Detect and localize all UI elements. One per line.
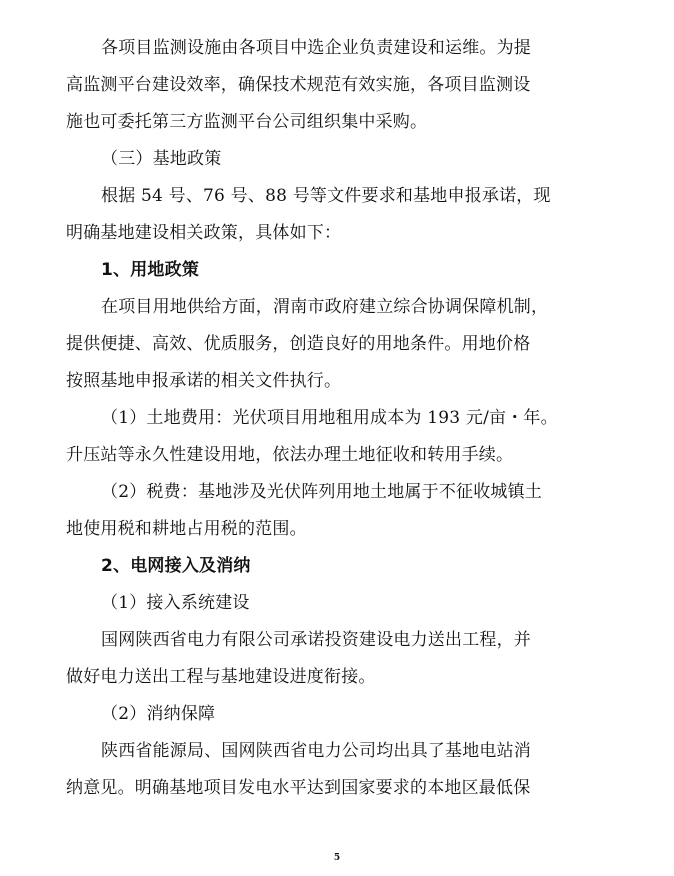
item-heading: （2）消纳保障 — [101, 704, 216, 724]
paragraph-line: 地使用税和耕地占用税的范围。 — [66, 519, 307, 539]
paragraph-line: （2）税费：基地涉及光伏阵列用地土地属于不征收城镇土 — [101, 482, 543, 502]
paragraph-line: 陕西省能源局、国网陕西省电力公司均出具了基地电站消 — [101, 741, 531, 761]
paragraph-line: 根据 54 号、76 号、88 号等文件要求和基地申报承诺，现 — [101, 186, 551, 206]
paragraph-line: 按照基地申报承诺的相关文件执行。 — [66, 371, 342, 391]
subsection-heading: 1、用地政策 — [101, 260, 200, 280]
paragraph-line: 各项目监测设施由各项目中选企业负责建设和运维。为提 — [101, 38, 531, 58]
page-number: 5 — [333, 853, 341, 863]
section-heading: （三）基地政策 — [101, 149, 222, 169]
paragraph-line: 国网陕西省电力有限公司承诺投资建设电力送出工程，并 — [101, 630, 531, 650]
item-heading: （1）接入系统建设 — [101, 593, 250, 613]
paragraph-line: 施也可委托第三方监测平台公司组织集中采购。 — [66, 112, 428, 132]
paragraph-line: 高监测平台建设效率，确保技术规范有效实施，各项目监测设 — [66, 75, 531, 95]
subsection-heading: 2、电网接入及消纳 — [101, 556, 251, 576]
paragraph-line: （1）土地费用：光伏项目用地租用成本为 193 元/亩・年。 — [101, 408, 558, 428]
paragraph-line: 做好电力送出工程与基地建设进度衔接。 — [66, 667, 376, 687]
paragraph-line: 纳意见。明确基地项目发电水平达到国家要求的本地区最低保 — [66, 778, 531, 798]
paragraph-line: 升压站等永久性建设用地，依法办理土地征收和转用手续。 — [66, 445, 514, 465]
paragraph-line: 提供便捷、高效、优质服务，创造良好的用地条件。用地价格 — [66, 334, 531, 354]
paragraph-line: 明确基地建设相关政策，具体如下： — [66, 223, 342, 243]
paragraph-line: 在项目用地供给方面，渭南市政府建立综合协调保障机制， — [101, 297, 549, 317]
